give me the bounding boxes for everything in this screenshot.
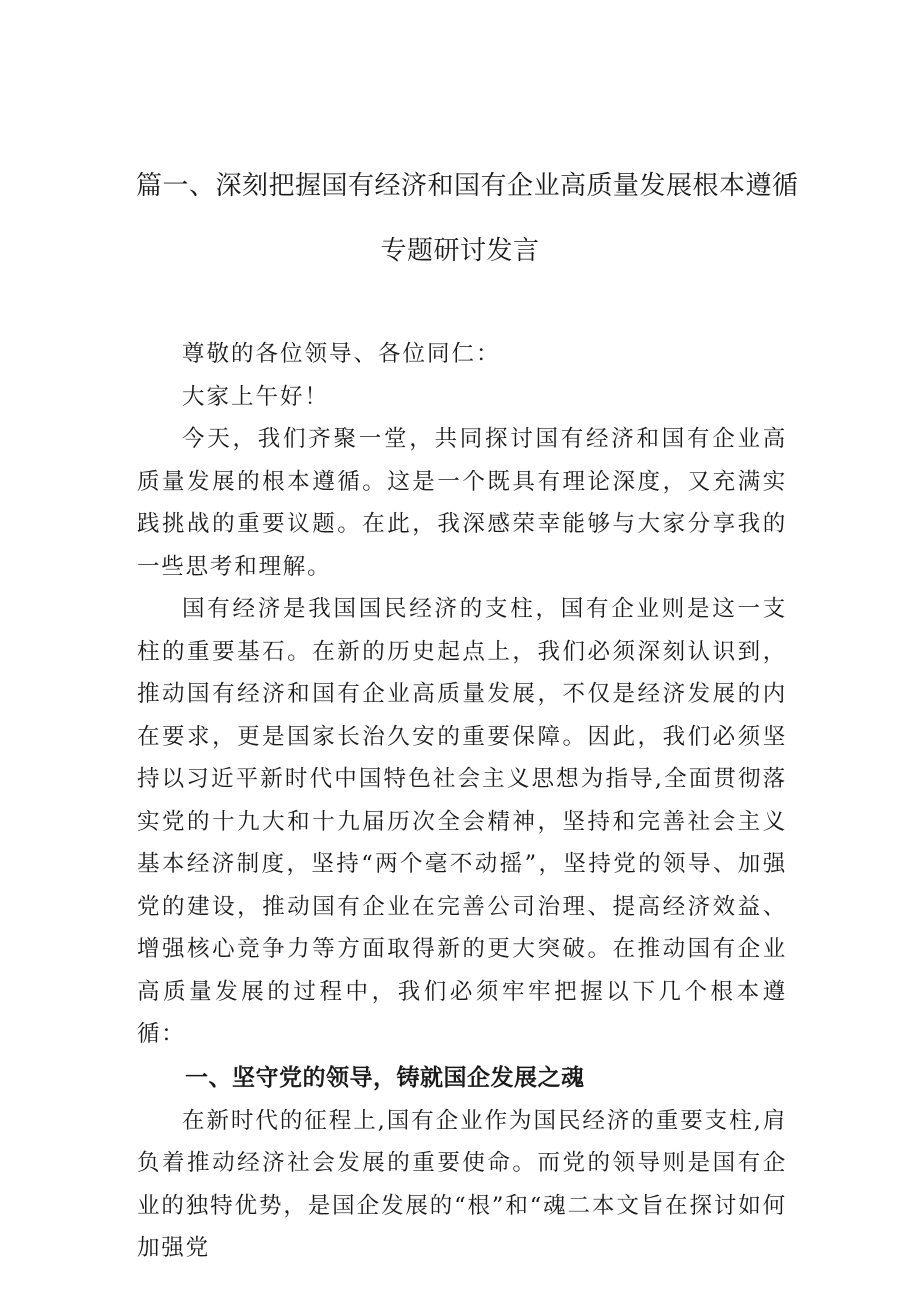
document-title-line2: 专题研讨发言 <box>380 236 540 266</box>
section-heading: 一、坚守党的领导，铸就国企发展之魂 <box>185 1064 585 1091</box>
paragraph-section1: 在新时代的征程上,国有企业作为国民经济的重要支柱,肩负着推动经济社会发展的重要使命。而党的领导则是国有企业的独特优势，是国企发展的“根”和“魂二本文旨在探讨如何加强党 <box>137 1107 787 1261</box>
paragraph-intro: 今天，我们齐聚一堂，共同探讨国有经济和国有企业高质量发展的根本遵循。这是一个既具有理论深度，又充满实践挑战的重要议题。在此，我深感荣幸能够与大家分享我的一些思考和理解。 <box>137 426 787 580</box>
greeting: 大家上午好！ <box>182 383 330 410</box>
document-body <box>137 333 787 1270</box>
salutation: 尊敬的各位领导、各位同仁： <box>182 341 501 367</box>
paragraph-background: 国有经济是我国国民经济的支柱，国有企业则是这一支柱的重要基石。在新的历史起点上，我们必须深刻认识到，推动国有经济和国有企业高质量发展，不仅是经济发展的内在要求，更是国家长治久安的重要保障。因此，我们必须坚持以习近平新时代中国特色社会主义思想为指导,全面贯彻落实党的十九大和十九届历次全会精神，坚持和完善社会主义基本经济制度，坚持“两个毫不动摇”，坚持党的领导、加强党的建设，推动国有企业在完善公司治理、提高经济效益、增强核心竞争力等方面取得新的更大突破。在推动国有企业高质量发展的过程中，我们必须牢牢把握以下几个根本遵循： <box>137 596 787 1047</box>
document-title-line1: 篇一、深刻把握国有经济和国有企业高质量发展根本遵循 <box>136 171 799 201</box>
